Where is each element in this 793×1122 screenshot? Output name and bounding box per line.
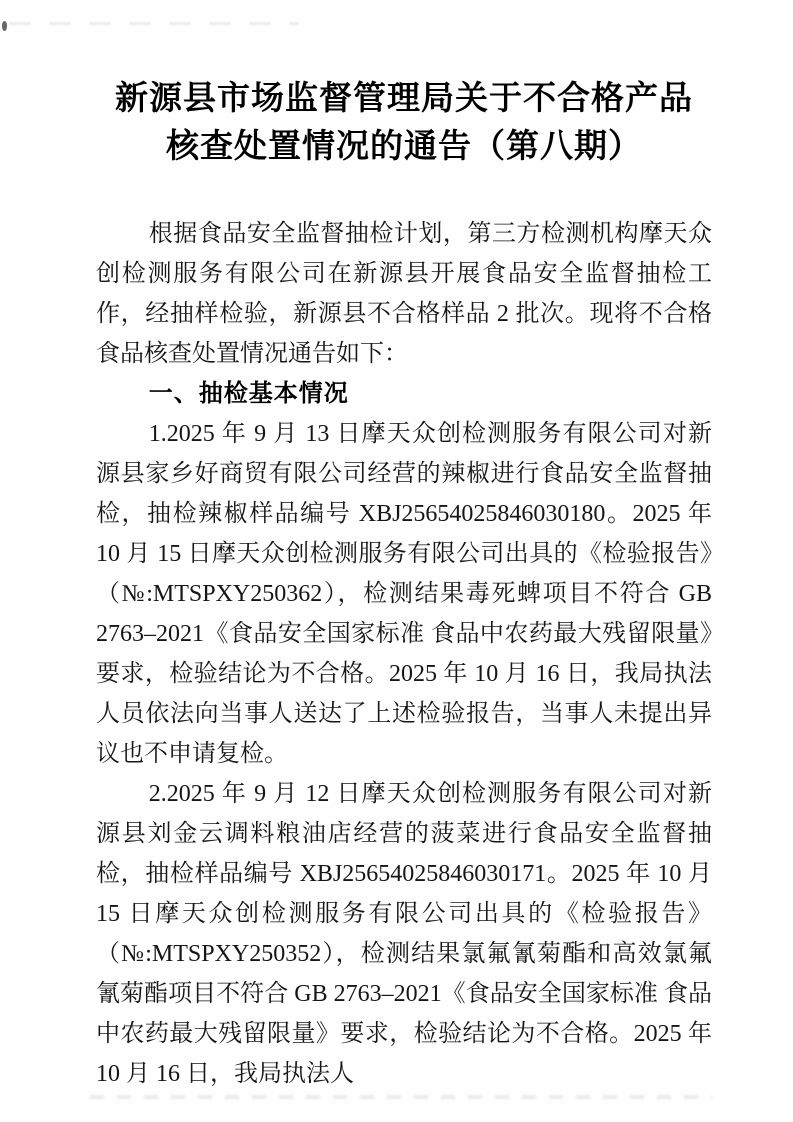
scan-smudge-artifact: [9, 22, 299, 25]
section-heading-basic-info: 一、抽检基本情况: [148, 380, 349, 408]
scan-speck-artifact: [2, 21, 7, 31]
paragraph-case-2: 2.2025 年 9 月 12 日摩天众创检测服务有限公司对新源县刘金云调料粮油店经营的菠菜进行食品安全监督抽检，抽检样品编号 XBJ25654025846030171。2025 年 10 月 15 日摩天众创检测服务有限公司出具的《检验报告》（№:MTSPXY250352），检测结果氯氟氰菊酯和高效氯氟氰菊酯项目不符合 GB 2763–2021《食品安全国家标准 食品中农药最大残留限量》要求，检验结论为不合格。2025 年 10 月 16 日，我局执法人: [96, 781, 712, 1088]
intro-paragraph: 根据食品安全监督抽检计划，第三方检测机构摩天众创检测服务有限公司在新源县开展食品安全监督抽检工作，经抽样检验，新源县不合格样品 2 批次。现将不合格食品核查处置情况通告如下：: [96, 221, 712, 368]
title-line-1: 新源县市场监督管理局关于不合格产品: [115, 79, 693, 117]
paragraph-case-1: 1.2025 年 9 月 13 日摩天众创检测服务有限公司对新源县家乡好商贸有限公司经营的辣椒进行食品安全监督抽检，抽检辣椒样品编号 XBJ25654025846030180。2025 年 10 月 15 日摩天众创检测服务有限公司出具的《检验报告》（№:MTSPXY250362），检测结果毒死蜱项目不符合 GB 2763–2021《食品安全国家标准 食品中农药最大残留限量》要求，检验结论为不合格。2025 年 10 月 16 日，我局执法人员依法向当事人送达了上述检验报告，当事人未提出异议也不申请复检。: [96, 421, 712, 768]
bottom-bleed-artifact: [90, 1095, 712, 1099]
page-title: [96, 74, 712, 170]
notice-document: [96, 52, 712, 1094]
title-line-2: 核查处置情况的通告（第八期）: [166, 127, 642, 165]
